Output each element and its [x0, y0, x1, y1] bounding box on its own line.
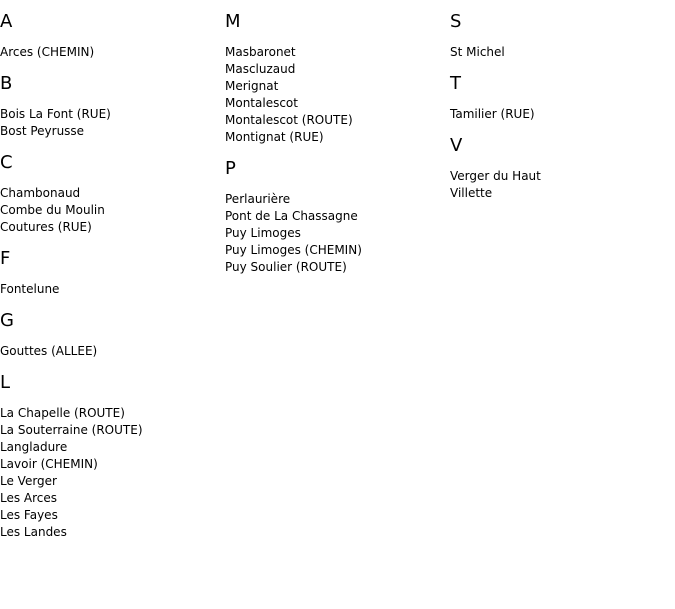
street-link[interactable]: Mascluzaud [225, 62, 296, 76]
street-index-column-2 [225, 0, 450, 290]
letter-heading: G [0, 310, 14, 331]
street-link[interactable]: Chambonaud [0, 186, 81, 200]
street-link[interactable]: Montalescot [225, 96, 298, 110]
letter-heading: T [450, 73, 461, 94]
street-link[interactable]: Coutures (RUE) [0, 220, 92, 234]
street-link[interactable]: St Michel [450, 45, 505, 59]
street-link[interactable]: Fontelune [0, 282, 60, 296]
letter-group-m [225, 13, 450, 146]
street-link[interactable]: Montignat (RUE) [225, 130, 324, 144]
street-list [450, 106, 675, 123]
street-link[interactable]: Combe du Moulin [0, 203, 105, 217]
street-link[interactable]: Les Landes [0, 525, 67, 539]
letter-heading: C [0, 152, 13, 173]
street-list [0, 185, 225, 236]
street-link[interactable]: Perlaurière [225, 192, 291, 206]
letter-heading: F [0, 248, 11, 269]
street-link[interactable]: Masbaronet [225, 45, 296, 59]
letter-group-c [0, 154, 225, 236]
letter-heading: M [225, 11, 241, 32]
letter-group-a [0, 13, 225, 61]
letter-group-b [0, 75, 225, 140]
street-list [0, 281, 225, 298]
letter-group-f [0, 250, 225, 298]
letter-group-t [450, 75, 675, 123]
street-link[interactable]: Tamilier (RUE) [450, 107, 535, 121]
street-list [450, 44, 675, 61]
street-list [225, 191, 450, 276]
letter-heading: S [450, 11, 462, 32]
street-link[interactable]: Gouttes (ALLEE) [0, 344, 98, 358]
street-list [0, 405, 225, 541]
street-list [450, 168, 675, 202]
street-list [225, 44, 450, 146]
street-link[interactable]: Le Verger [0, 474, 57, 488]
street-link[interactable]: Bois La Font (RUE) [0, 107, 111, 121]
street-link[interactable]: Lavoir (CHEMIN) [0, 457, 98, 471]
street-link[interactable]: La Chapelle (ROUTE) [0, 406, 125, 420]
letter-heading: L [0, 372, 11, 393]
street-list [0, 44, 225, 61]
street-index-column-3 [450, 0, 675, 216]
street-list [0, 343, 225, 360]
letter-heading: A [0, 11, 13, 32]
street-list [0, 106, 225, 140]
letter-group-g [0, 312, 225, 360]
street-link[interactable]: Villette [450, 186, 493, 200]
street-link[interactable]: Puy Soulier (ROUTE) [225, 260, 347, 274]
letter-group-s [450, 13, 675, 61]
street-link[interactable]: Les Fayes [0, 508, 58, 522]
street-index-column-1 [0, 0, 225, 555]
letter-group-v [450, 137, 675, 202]
letter-group-l [0, 374, 225, 541]
street-link[interactable]: Puy Limoges [225, 226, 301, 240]
street-link[interactable]: Pont de La Chassagne [225, 209, 358, 223]
letter-heading: B [0, 73, 13, 94]
street-link[interactable]: Puy Limoges (CHEMIN) [225, 243, 362, 257]
street-link[interactable]: Bost Peyrusse [0, 124, 85, 138]
street-link[interactable]: Arces (CHEMIN) [0, 45, 95, 59]
street-link[interactable]: Merignat [225, 79, 279, 93]
street-link[interactable]: La Souterraine (ROUTE) [0, 423, 143, 437]
letter-heading: V [450, 135, 463, 156]
letter-group-p [225, 160, 450, 276]
street-link[interactable]: Les Arces [0, 491, 58, 505]
street-link[interactable]: Langladure [0, 440, 68, 454]
letter-heading: P [225, 158, 236, 179]
street-link[interactable]: Verger du Haut [450, 169, 541, 183]
street-link[interactable]: Montalescot (ROUTE) [225, 113, 353, 127]
